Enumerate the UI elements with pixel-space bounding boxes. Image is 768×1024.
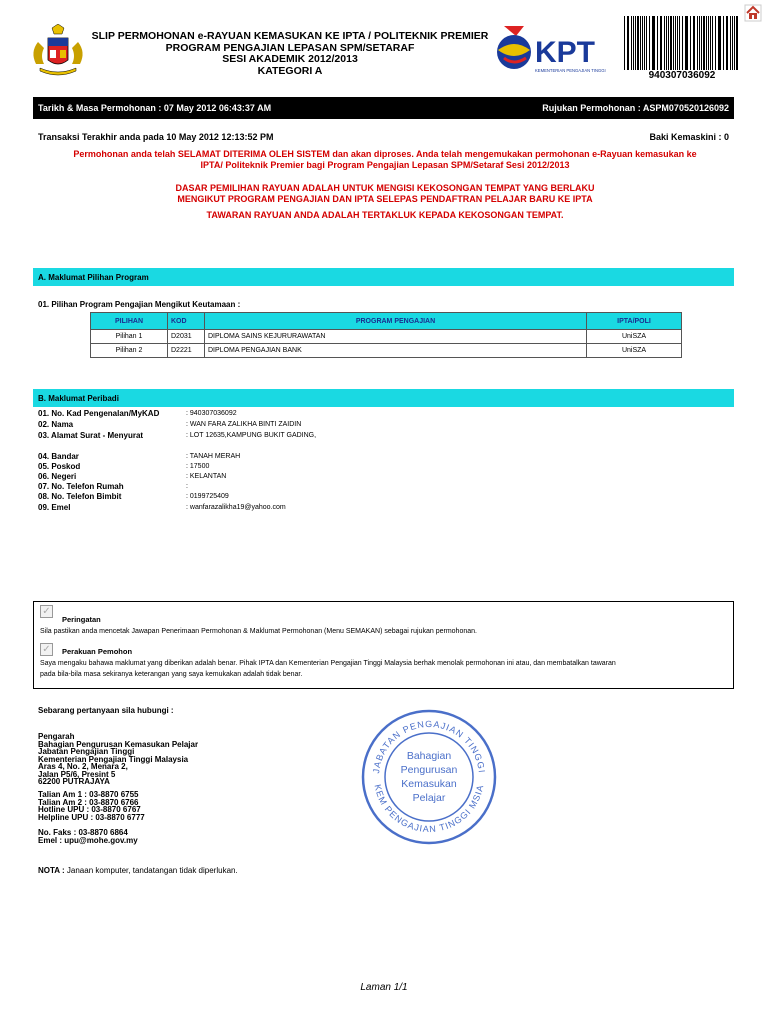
transaction-row (38, 132, 729, 142)
home-icon[interactable] (744, 4, 762, 22)
declaration-title: Perakuan Pemohon (62, 647, 133, 656)
col-kod: KOD (168, 313, 205, 330)
personal-field: 08. No. Telefon Bimbit : 0199725409 (38, 492, 229, 501)
kpt-logo (490, 20, 612, 82)
table-row: Pilihan 1 D2031 DIPLOMA SAINS KEJURURAWATAN UniSZA (91, 330, 682, 344)
warning-checkbox[interactable]: ✓ (40, 605, 53, 618)
offer-message: TAWARAN RAYUAN ANDA ADALAH TERTAKLUK KEPADA KEKOSONGAN TEMPAT. (206, 210, 564, 220)
contact-address: Pengarah Bahagian Pengurusan Kemasukan Pelajar Jabatan Pengajian Tinggi Kementerian Pengajian Tinggi Malaysia Aras 4, No. 2, Menara 2, Jalan P5/6, Presint 5 62200 PUTRAJAYA (38, 732, 199, 786)
warning-title: Peringatan (62, 615, 101, 624)
program-choice-table (90, 312, 682, 358)
notice-box (33, 601, 734, 689)
table-header-row (91, 313, 682, 330)
personal-field: 06. Negeri : KELANTAN (38, 472, 227, 481)
col-ipta: IPTA/POLI (587, 313, 682, 330)
table-row: Pilihan 2 D2221 DIPLOMA PENGAJIAN BANK UniSZA (91, 344, 682, 358)
update-balance: Baki Kemaskini : 0 (649, 132, 729, 142)
personal-field: 03. Alamat Surat - Menyurat : LOT 12635,KAMPUNG BUKIT GADING, (38, 431, 317, 440)
official-stamp (360, 708, 498, 846)
svg-text:Pelajar: Pelajar (412, 792, 446, 804)
last-transaction: Transaksi Terakhir anda pada 10 May 2012 12:13:52 PM (38, 132, 274, 142)
declaration-checkbox[interactable]: ✓ (40, 643, 53, 656)
barcode (622, 16, 742, 70)
application-datetime: Tarikh & Masa Permohonan : 07 May 2012 06:43:37 AM (38, 103, 272, 113)
malaysia-crest-logo (30, 24, 86, 76)
svg-text:KEM PENGAJIAN TINGGI MSIA: KEM PENGAJIAN TINGGI MSIA (372, 783, 486, 835)
page-number: Laman 1/1 (360, 982, 408, 993)
section-a-header: A. Maklumat Pilihan Program (33, 268, 734, 286)
section-b-header: B. Maklumat Peribadi (33, 389, 734, 407)
svg-text:Kemasukan: Kemasukan (401, 778, 457, 790)
col-pilihan: PILIHAN (91, 313, 168, 330)
personal-field: 05. Poskod : 17500 (38, 462, 210, 471)
slip-title: SLIP PERMOHONAN e-RAYUAN KEMASUKAN KE IPTA / POLITEKNIK PREMIER PROGRAM PENGAJIAN LEPASAN SPM/SETARAF SESI AKADEMIK 2012/2013 KATEGORI A (91, 30, 489, 77)
kpt-logo-subtext: KEMENTERIAN PENGAJIAN TINGGI (535, 68, 606, 73)
kpt-logo-text: KPT (535, 36, 595, 69)
program-choice-label: 01. Pilihan Program Pengajian Mengikut Keutamaan : (38, 300, 241, 309)
personal-field: 01. No. Kad Pengenalan/MyKAD : 940307036092 (38, 409, 237, 418)
contact-title: Sebarang pertanyaan sila hubungi : (38, 706, 174, 715)
svg-text:JABATAN PENGAJIAN TINGGI: JABATAN PENGAJIAN TINGGI (371, 719, 487, 775)
warning-text: Sila pastikan anda mencetak Jawapan Penerimaan Permohonan & Maklumat Permohonan (Menu SEMAKAN) sebagai rujukan permohonan. (40, 628, 477, 635)
contact-phones: Talian Am 1 : 03-8870 6755 Talian Am 2 : 03-8870 6766 Hotline UPU : 03-8870 6767 Helpline UPU : 03-8870 6777 (38, 790, 145, 822)
personal-field: 09. Emel : wanfarazalikha19@yahoo.com (38, 503, 286, 512)
personal-field: 02. Nama : WAN FARA ZALIKHA BINTI ZAIDIN (38, 420, 302, 429)
application-info-bar (33, 97, 734, 119)
personal-field: 04. Bandar : TANAH MERAH (38, 452, 241, 461)
received-message: Permohonan anda telah SELAMAT DITERIMA OLEH SISTEM dan akan diproses. Anda telah mengemukakan permohonan e-Rayuan kemasukan ke IPTA/ Politeknik Premier bagi Program Pengajian Lepasan SPM/Setaraf Sesi 2012/2013 (73, 149, 697, 170)
col-program: PROGRAM PENGAJIAN (205, 313, 587, 330)
personal-field: 07. No. Telefon Rumah : (38, 482, 188, 491)
contact-fax-email: No. Faks : 03-8870 6864 Emel : upu@mohe.gov.my (38, 828, 138, 845)
svg-text:Pengurusan: Pengurusan (400, 764, 458, 776)
declaration-text: Saya mengaku bahawa maklumat yang diberikan adalah benar. Pihak IPTA dan Kementerian Pengajian Tinggi Malaysia berhak menolak permohonan ini atau, dan membatalkan tawaran pada bila-bila masa sekiranya keterangan yang saya kemukakan adalah tidak benar. (40, 660, 616, 678)
application-reference: Rujukan Permohonan : ASPM070520126092 (542, 103, 729, 113)
computer-generated-note: NOTA : Janaan komputer, tandatangan tidak diperlukan. (38, 866, 238, 875)
policy-message: DASAR PEMILIHAN RAYUAN ADALAH UNTUK MENGISI KEKOSONGAN TEMPAT YANG BERLAKU MENGIKUT PROGRAM PENGAJIAN DAN IPTA SELEPAS PENDAFTRAN PELAJAR BARU KE IPTA (175, 183, 595, 204)
svg-text:Bahagian: Bahagian (406, 750, 452, 762)
barcode-number: 940307036092 (648, 70, 716, 81)
